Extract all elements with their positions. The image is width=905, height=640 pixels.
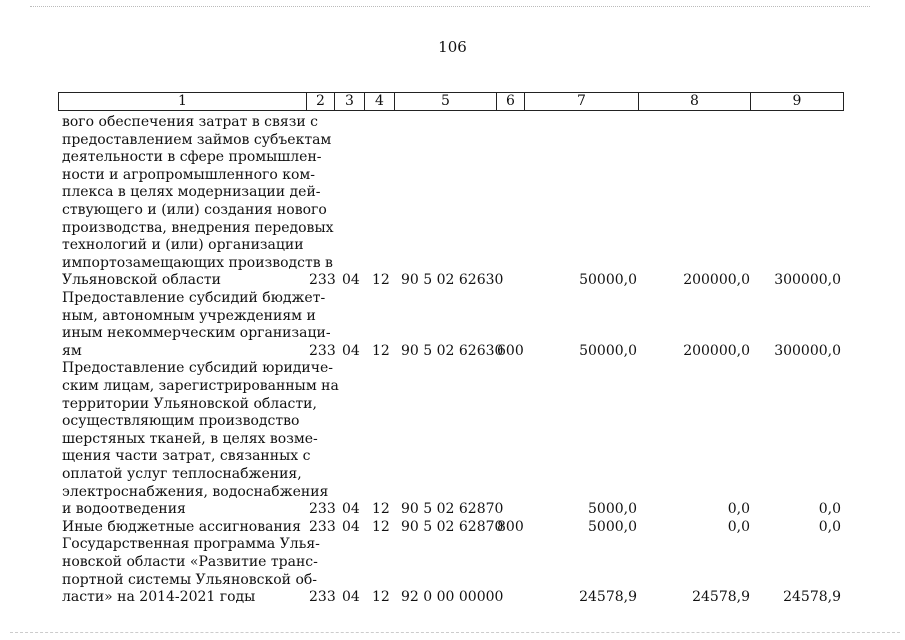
row-description: [62, 518, 301, 537]
cell-c9: 300000,0: [774, 342, 841, 359]
description-line: портной системы Ульяновской об-: [62, 571, 318, 588]
cell-c2: 233: [309, 518, 336, 535]
scan-artifact-top: [30, 6, 870, 8]
cell-c8: 200000,0: [683, 342, 750, 359]
cell-c3: 04: [342, 342, 360, 359]
cell-c7: 24578,9: [579, 589, 637, 606]
description-line: ям: [62, 342, 82, 359]
description-line: иным некоммерческим организаци-: [62, 325, 331, 342]
row-description: [62, 536, 320, 606]
header-col-4: 4: [365, 93, 395, 110]
description-line: Иные бюджетные ассигнования: [62, 518, 301, 535]
page-number: 106: [438, 38, 467, 56]
description-line: Предоставление субсидий юридиче-: [62, 360, 334, 377]
cell-c2: 233: [309, 501, 336, 518]
description-line: ским лицам, зарегистрированным на: [62, 377, 339, 394]
header-col-2: 2: [307, 93, 335, 110]
description-line: территории Ульяновской области,: [62, 395, 317, 412]
cell-c8: 24578,9: [692, 589, 750, 606]
description-line: деятельности в сфере промышлен-: [62, 149, 322, 166]
description-line: ласти» на 2014-2021 годы: [62, 589, 256, 606]
description-line: вого обеспечения затрат в связи с: [62, 114, 318, 130]
cell-c3: 04: [342, 501, 360, 518]
description-line: осуществляющим производство: [62, 413, 300, 430]
cell-c7: 5000,0: [588, 518, 637, 535]
description-line: щения части затрат, связанных с: [62, 448, 311, 465]
description-line: ствующего и (или) создания нового: [62, 201, 327, 218]
cell-c9: 24578,9: [783, 589, 841, 606]
table-header: [58, 92, 844, 111]
description-line: плекса в целях модернизации дей-: [62, 184, 321, 201]
cell-c9: 0,0: [818, 518, 841, 535]
cell-c6: 600: [497, 342, 524, 359]
cell-c7: 5000,0: [588, 501, 637, 518]
cell-c3: 04: [342, 518, 360, 535]
cell-c8: 200000,0: [683, 272, 750, 289]
cell-c4: 12: [372, 518, 390, 535]
header-col-7: 7: [525, 93, 639, 110]
header-col-5: 5: [395, 93, 497, 110]
cell-c3: 04: [342, 272, 360, 289]
description-line: Ульяновской области: [62, 272, 221, 289]
header-col-1: 1: [59, 93, 307, 110]
cell-c4: 12: [372, 272, 390, 289]
cell-c8: 0,0: [727, 501, 750, 518]
cell-c5: 90 5 02 62630: [401, 272, 504, 289]
cell-c4: 12: [372, 501, 390, 518]
description-line: Государственная программа Улья-: [62, 536, 320, 553]
description-line: производства, внедрения передовых: [62, 219, 334, 236]
cell-c5: 90 5 02 62630: [401, 342, 504, 359]
cell-c2: 233: [309, 589, 336, 606]
cell-c7: 50000,0: [579, 272, 637, 289]
cell-c6: 800: [497, 518, 524, 535]
header-col-8: 8: [639, 93, 751, 110]
description-line: новской области «Развитие транс-: [62, 553, 318, 570]
cell-c9: 300000,0: [774, 272, 841, 289]
header-col-6: 6: [497, 93, 525, 110]
cell-c2: 233: [309, 272, 336, 289]
header-col-9: 9: [792, 93, 802, 109]
cell-c5: 90 5 02 62870: [401, 518, 504, 535]
description-line: оплатой услуг теплоснабжения,: [62, 465, 302, 482]
description-line: Предоставление субсидий бюджет-: [62, 290, 326, 306]
cell-c7: 50000,0: [579, 342, 637, 359]
cell-c5: 92 0 00 00000: [401, 589, 504, 606]
description-line: ности и агропромышленного ком-: [62, 166, 316, 183]
description-line: ным, автономным учреждениям и: [62, 307, 316, 324]
cell-c8: 0,0: [727, 518, 750, 535]
description-line: электроснабжения, водоснабжения: [62, 483, 329, 500]
cell-c5: 90 5 02 62870: [401, 501, 504, 518]
header-col-3: 3: [335, 93, 365, 110]
cell-c4: 12: [372, 342, 390, 359]
description-line: шерстяных тканей, в целях возме-: [62, 430, 318, 447]
description-line: технологий и (или) организации: [62, 237, 304, 254]
description-line: импортозамещающих производств в: [62, 254, 333, 271]
description-line: предоставлением займов субъектам: [62, 131, 332, 148]
cell-c2: 233: [309, 342, 336, 359]
cell-c9: 0,0: [818, 501, 841, 518]
cell-c3: 04: [342, 589, 360, 606]
scan-artifact-bottom: [10, 632, 900, 634]
description-line: и водоотведения: [62, 501, 186, 518]
cell-c4: 12: [372, 589, 390, 606]
